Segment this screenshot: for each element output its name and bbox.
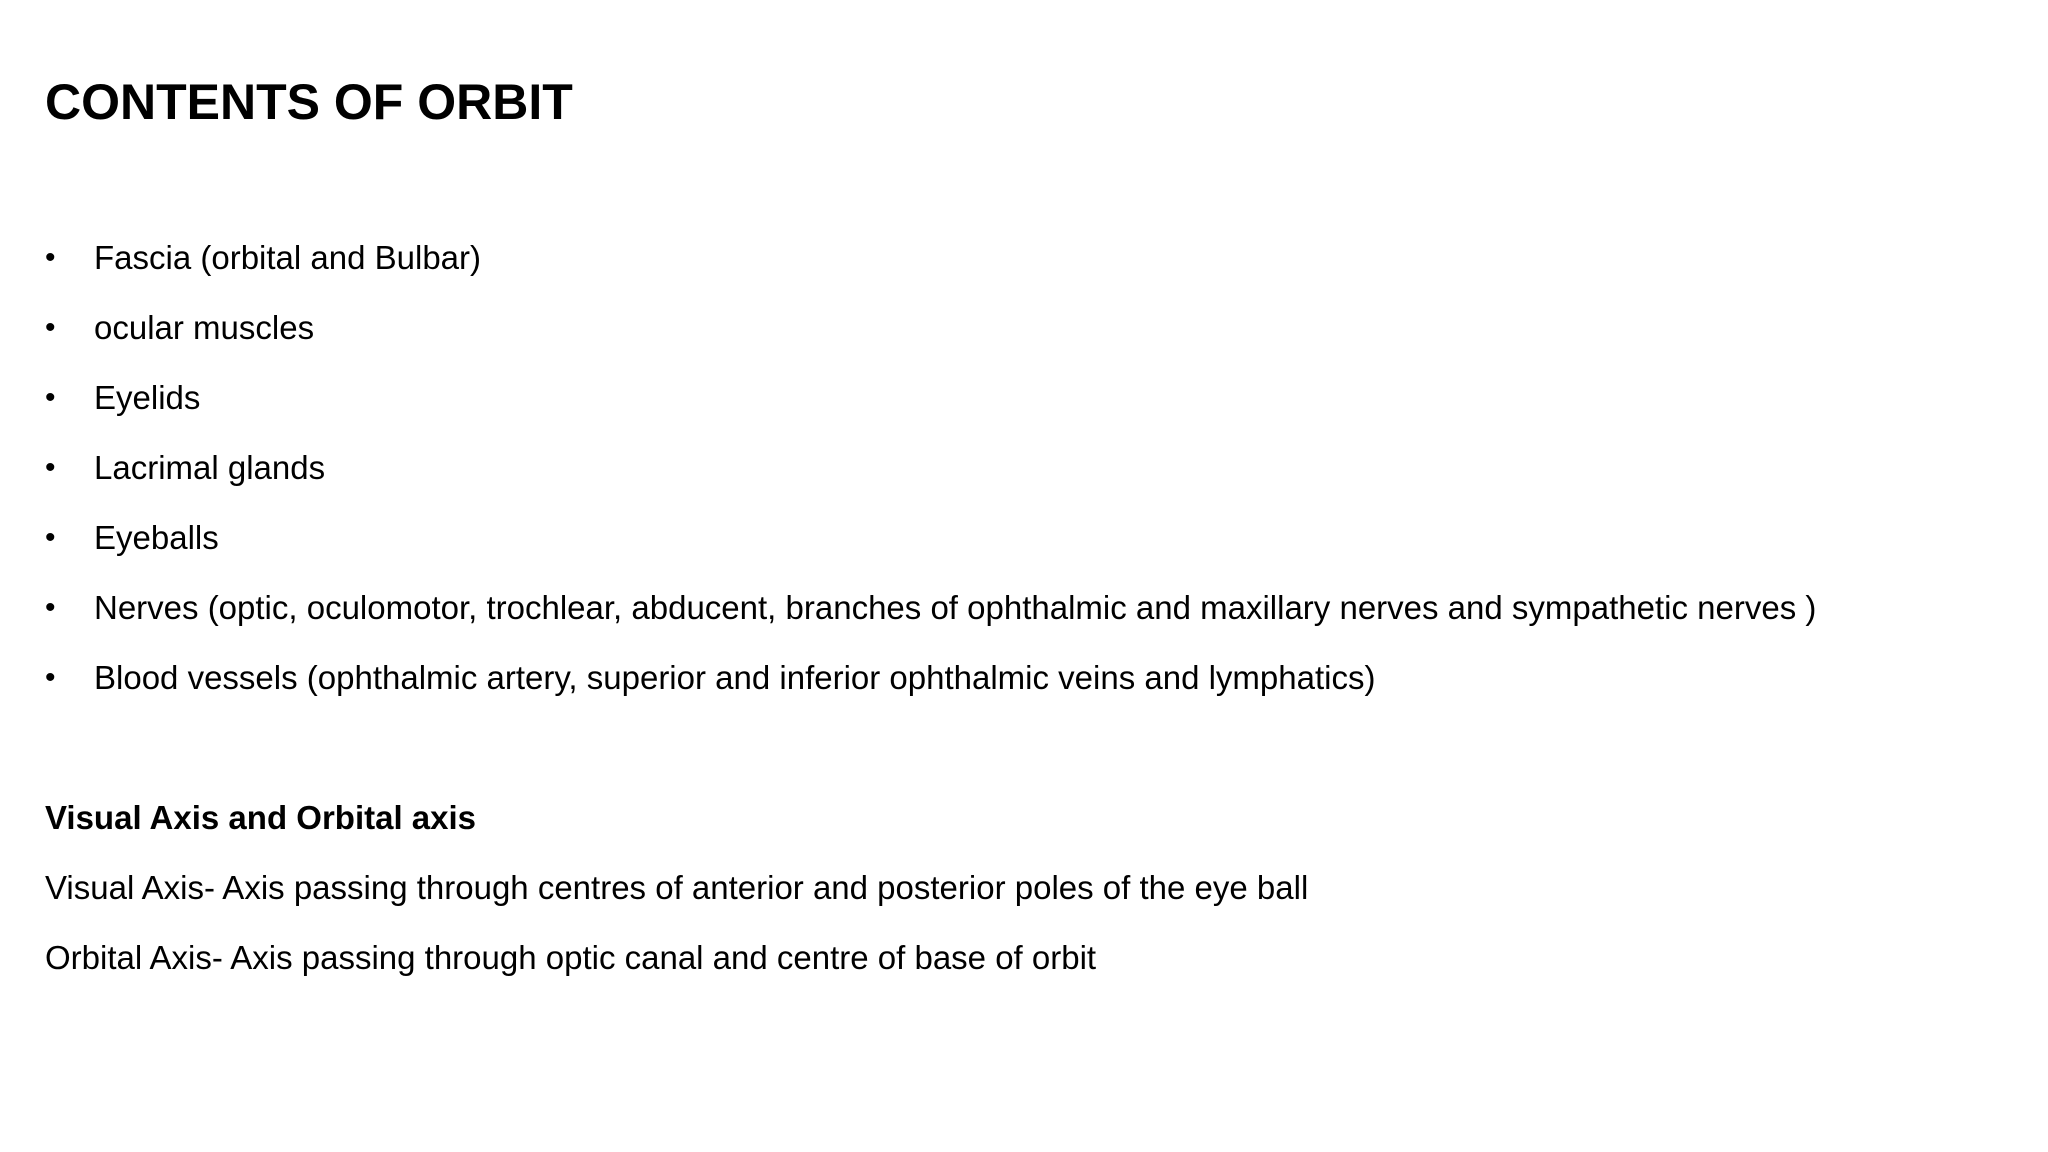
bullet-icon: • <box>45 381 56 414</box>
list-item-text: Eyeballs <box>94 519 219 556</box>
visual-axis-definition: Visual Axis- Axis passing through centres of anterior and posterior poles of the eye ball <box>45 869 1309 906</box>
bullet-icon: • <box>45 451 56 484</box>
bullet-icon: • <box>45 661 56 694</box>
slide-title: CONTENTS OF ORBIT <box>45 74 573 130</box>
bullet-icon: • <box>45 591 56 624</box>
list-item-text: Lacrimal glands <box>94 449 326 486</box>
list-item-text: Nerves (optic, oculomotor, trochlear, abducent, branches of ophthalmic and maxillary nerves and sympathetic nerves ) <box>94 589 1817 626</box>
orbital-axis-definition: Orbital Axis- Axis passing through optic canal and centre of base of orbit <box>45 939 1097 976</box>
bullet-icon: • <box>45 311 56 344</box>
list-item-text: Blood vessels (ophthalmic artery, superior and inferior ophthalmic veins and lymphatics) <box>94 659 1376 696</box>
axis-section <box>45 790 1308 1000</box>
list-item-text: Fascia (orbital and Bulbar) <box>94 239 482 276</box>
bullet-icon: • <box>45 241 56 274</box>
list-item-text: ocular muscles <box>94 309 315 346</box>
list-item-text: Eyelids <box>94 379 201 416</box>
section-heading: Visual Axis and Orbital axis <box>45 799 477 836</box>
bullet-icon: • <box>45 521 56 554</box>
